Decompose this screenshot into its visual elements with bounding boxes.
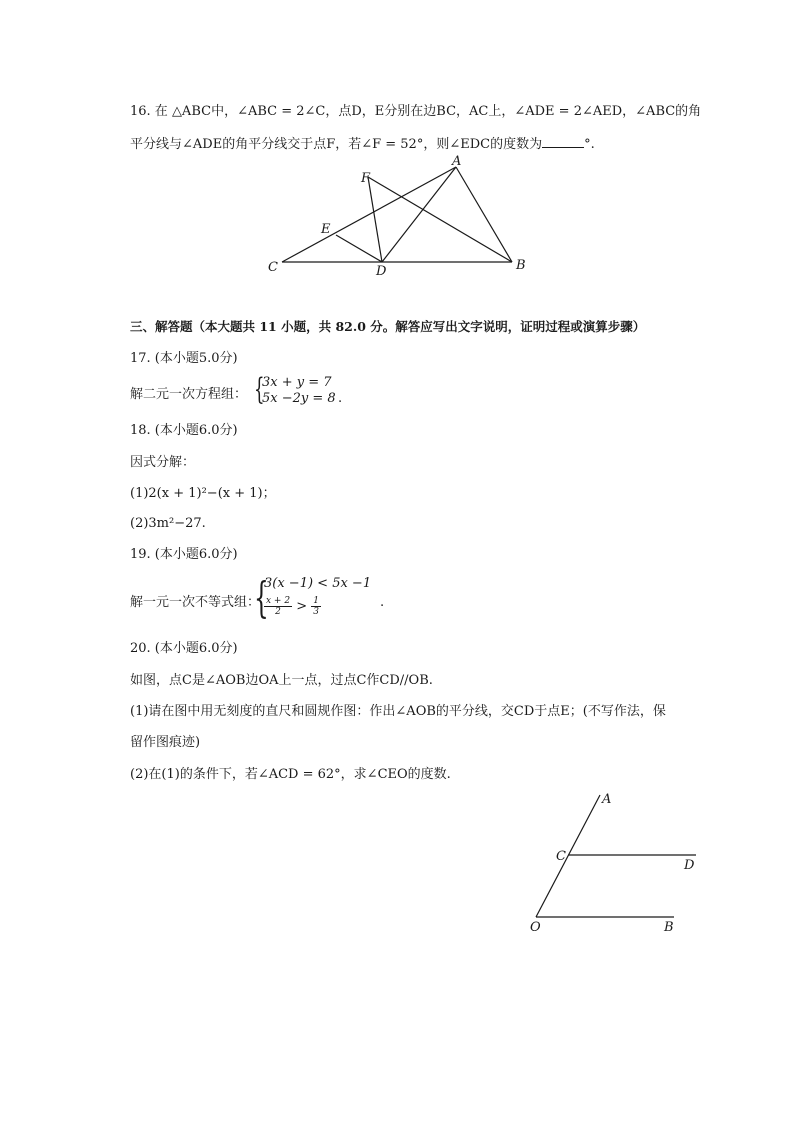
brace-symbol: { — [254, 573, 269, 622]
inequality-1: 3(x −1) < 5x −1 — [264, 576, 372, 591]
equation-2: 5x −2y = 8 — [262, 391, 336, 406]
label-c: C — [556, 849, 566, 864]
label-b: B — [664, 920, 674, 935]
q20-line-3: 留作图痕迹) — [130, 735, 201, 750]
q18-item-2: (2)3m²−27. — [130, 516, 206, 531]
inequality-2 — [264, 596, 321, 617]
label-b: B — [516, 258, 526, 273]
equation-1: 3x + y = 7 — [262, 375, 332, 390]
q19-header: 19. (本小题6.0分) — [130, 547, 238, 562]
label-d: D — [684, 858, 695, 873]
ray-oa — [536, 795, 600, 917]
segment-ad — [382, 167, 456, 262]
label-a: A — [452, 155, 462, 169]
q17-header: 17. (本小题5.0分) — [130, 351, 238, 366]
label-d: D — [376, 264, 387, 279]
q17-prompt: 解二元一次方程组： — [130, 387, 248, 402]
label-c: C — [268, 260, 278, 275]
brace-symbol: { — [254, 372, 265, 407]
segment-ed — [336, 235, 382, 262]
q20-header: 20. (本小题6.0分) — [130, 641, 238, 656]
fraction-rhs: $\frac{1}{3}$ — [313, 596, 319, 617]
section-title: 三、解答题（本大题共 11 小题，共 82.0 分。解答应写出文字说明，证明过程或演算步骤） — [130, 319, 646, 334]
q17-equation-system — [254, 374, 364, 408]
inequality-end: . — [380, 595, 385, 610]
greater-than: > — [296, 599, 308, 614]
q20-line-4: (2)在(1)的条件下，若∠ACD = 62°，求∠CEO的度数. — [130, 767, 451, 782]
segment-ab — [456, 167, 512, 262]
q18-header: 18. (本小题6.0分) — [130, 423, 238, 438]
fraction-lhs: $\frac{x + 2}{2}$ — [266, 596, 291, 617]
q16-triangle-figure — [260, 155, 540, 285]
q18-prompt: 因式分解： — [130, 455, 196, 470]
q19-prompt: 解一元一次不等式组： — [130, 595, 261, 610]
q18-item-1: (1)2(x + 1)²−(x + 1)； — [130, 486, 276, 501]
segment-fd — [368, 177, 382, 262]
q16-text-line1: 16. 在 △ABC中，∠ABC = 2∠C，点D，E分别在边BC，AC上，∠ADE = 2∠AED，∠ABC的角 — [130, 104, 702, 119]
label-f: F — [361, 171, 371, 186]
segment-fb — [368, 177, 512, 262]
q19-inequality-system — [254, 575, 394, 623]
equation-end: . — [338, 391, 343, 406]
answer-blank — [542, 135, 584, 148]
q20-line-2: (1)请在图中用无刻度的直尺和圆规作图：作出∠AOB的平分线，交CD于点E；(不写作法，保 — [130, 704, 666, 719]
q20-line-1: 如图，点C是∠AOB边OA上一点，过点C作CD//OB. — [130, 673, 433, 688]
q20-angle-figure — [520, 785, 710, 940]
q16-text-line2 — [130, 135, 595, 154]
q16-text-line2-pre: 平分线与∠ADE的角平分线交于点F，若∠F = 52°，则∠EDC的度数为 — [130, 137, 543, 152]
q16-text-line2-post: °. — [584, 137, 595, 152]
label-e: E — [321, 222, 331, 237]
label-a: A — [602, 792, 612, 807]
label-o: O — [530, 920, 541, 935]
